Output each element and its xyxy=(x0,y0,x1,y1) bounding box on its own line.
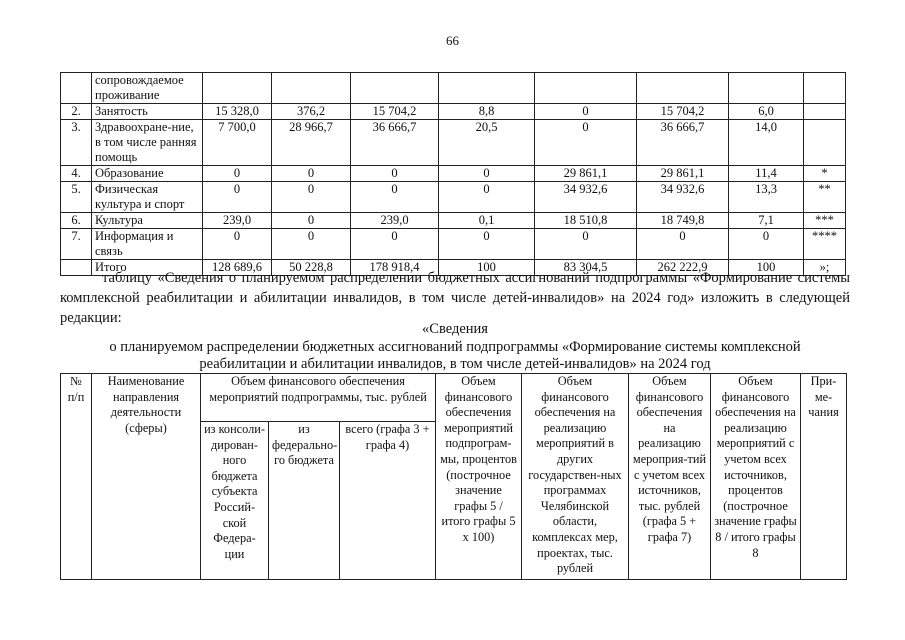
row-name-cell: Здравоохране-ние, в том числе ранняя помощь xyxy=(92,120,203,166)
table-row xyxy=(61,104,846,120)
total-cell: 36 666,7 xyxy=(351,120,439,166)
heading-line-2: о планируемом распределении бюджетных ассигнований подпрограммы «Формирование системы комплексной xyxy=(109,339,801,355)
table-row xyxy=(61,182,846,213)
table-row xyxy=(61,166,846,182)
total-cell: 0 xyxy=(351,229,439,260)
row-name-cell: Занятость xyxy=(92,104,203,120)
heading-title: «Сведения xyxy=(422,321,488,337)
row-number-cell: 2. xyxy=(61,104,92,120)
row-name-cell: Физическая культура и спорт xyxy=(92,182,203,213)
percent-cell xyxy=(439,73,535,104)
all-sources-percent-cell: 6,0 xyxy=(729,104,804,120)
total-cell: 0 xyxy=(351,182,439,213)
total-cell: 178 918,4 xyxy=(351,260,439,276)
note-cell xyxy=(804,104,846,120)
total-cell: 239,0 xyxy=(351,213,439,229)
row-name-cell: Образование xyxy=(92,166,203,182)
percent-cell: 0 xyxy=(439,182,535,213)
row-name-cell: Информация и связь xyxy=(92,229,203,260)
federal-budget-cell: 0 xyxy=(272,213,351,229)
all-sources-cell: 34 932,6 xyxy=(637,182,729,213)
header-all-sources-percent: Объем финансового обеспечения на реализацию мероприятий с учетом всех источников, процентов (построчное значение графы 8 / итого графы 8 xyxy=(711,374,801,580)
allocation-table-header xyxy=(60,373,847,580)
percent-cell: 0 xyxy=(439,229,535,260)
note-cell xyxy=(804,73,846,104)
all-sources-percent-cell: 13,3 xyxy=(729,182,804,213)
federal-budget-cell: 0 xyxy=(272,166,351,182)
header-other-programs: Объем финансового обеспечения на реализацию мероприятий в других государствен-ных программах Челябинской области, комплексах мер, проектах, тыс. рублей xyxy=(522,374,629,580)
row-name-cell: Итого xyxy=(92,260,203,276)
note-cell: ** xyxy=(804,182,846,213)
all-sources-cell: 29 861,1 xyxy=(637,166,729,182)
regional-budget-cell: 15 328,0 xyxy=(203,104,272,120)
row-name-cell: сопровождаемое проживание xyxy=(92,73,203,104)
regional-budget-cell xyxy=(203,73,272,104)
row-number-cell: 5. xyxy=(61,182,92,213)
all-sources-cell: 262 222,9 xyxy=(637,260,729,276)
percent-cell: 8,8 xyxy=(439,104,535,120)
regional-budget-cell: 7 700,0 xyxy=(203,120,272,166)
table-row xyxy=(61,73,846,104)
row-number-cell xyxy=(61,73,92,104)
federal-budget-cell: 28 966,7 xyxy=(272,120,351,166)
table-row xyxy=(61,120,846,166)
other-programs-cell: 29 861,1 xyxy=(535,166,637,182)
all-sources-percent-cell xyxy=(729,73,804,104)
other-programs-cell: 0 xyxy=(535,229,637,260)
total-cell: 15 704,2 xyxy=(351,104,439,120)
federal-budget-cell: 376,2 xyxy=(272,104,351,120)
percent-cell: 0 xyxy=(439,166,535,182)
header-funding-percent: Объем финансового обеспечения мероприятий подпрограм-мы, процентов (построчное значение графы 5 / итого графы 5 х 100) xyxy=(436,374,522,580)
table-row xyxy=(61,229,846,260)
row-number-cell: 7. xyxy=(61,229,92,260)
federal-budget-cell: 50 228,8 xyxy=(272,260,351,276)
row-number-cell: 4. xyxy=(61,166,92,182)
regional-budget-cell: 0 xyxy=(203,229,272,260)
other-programs-cell: 0 xyxy=(535,104,637,120)
allocation-table-continued xyxy=(60,72,846,276)
all-sources-percent-cell: 11,4 xyxy=(729,166,804,182)
regional-budget-cell: 239,0 xyxy=(203,213,272,229)
regional-budget-cell: 128 689,6 xyxy=(203,260,272,276)
federal-budget-cell: 0 xyxy=(272,182,351,213)
all-sources-cell: 0 xyxy=(637,229,729,260)
percent-cell: 100 xyxy=(439,260,535,276)
header-regional-budget: из консоли-дирован-ного бюджета субъекта Россий-ской Федера-ции xyxy=(201,422,269,580)
all-sources-cell: 15 704,2 xyxy=(637,104,729,120)
row-number-cell: 3. xyxy=(61,120,92,166)
all-sources-percent-cell: 0 xyxy=(729,229,804,260)
all-sources-percent-cell: 100 xyxy=(729,260,804,276)
header-notes: При-ме-чания xyxy=(801,374,847,580)
all-sources-cell: 18 749,8 xyxy=(637,213,729,229)
header-direction: Наименование направления деятельности (сферы) xyxy=(92,374,201,580)
other-programs-cell: 18 510,8 xyxy=(535,213,637,229)
instruction-paragraph: таблицу «Сведения о планируемом распределении бюджетных ассигнований подпрограммы «Формирование системы комплексной реабилитации и абилитации инвалидов, в том числе детей-инвалидов» на 2024 год» изложить в следующей редакции: xyxy=(60,270,850,326)
note-cell xyxy=(804,120,846,166)
all-sources-percent-cell: 14,0 xyxy=(729,120,804,166)
table-row xyxy=(61,213,846,229)
all-sources-cell xyxy=(637,73,729,104)
all-sources-percent-cell: 7,1 xyxy=(729,213,804,229)
all-sources-cell: 36 666,7 xyxy=(637,120,729,166)
header-total: всего (графа 3 + графа 4) xyxy=(340,422,436,580)
page-number: 66 xyxy=(446,33,459,48)
note-cell: * xyxy=(804,166,846,182)
row-number-cell: 6. xyxy=(61,213,92,229)
other-programs-cell xyxy=(535,73,637,104)
header-federal-budget: из федерально-го бюджета xyxy=(269,422,340,580)
federal-budget-cell xyxy=(272,73,351,104)
total-cell xyxy=(351,73,439,104)
note-cell: *** xyxy=(804,213,846,229)
header-all-sources: Объем финансового обеспечения на реализацию мероприя-тий с учетом всех источников, тыс. рублей (графа 5 + графа 7) xyxy=(629,374,711,580)
regional-budget-cell: 0 xyxy=(203,182,272,213)
other-programs-cell: 0 xyxy=(535,120,637,166)
header-funding-volume: Объем финансового обеспечения мероприятий подпрограммы, тыс. рублей xyxy=(201,374,436,422)
header-number: № п/п xyxy=(61,374,92,580)
note-cell: »; xyxy=(804,260,846,276)
note-cell: **** xyxy=(804,229,846,260)
other-programs-cell: 34 932,6 xyxy=(535,182,637,213)
total-cell: 0 xyxy=(351,166,439,182)
percent-cell: 0,1 xyxy=(439,213,535,229)
federal-budget-cell: 0 xyxy=(272,229,351,260)
regional-budget-cell: 0 xyxy=(203,166,272,182)
other-programs-cell: 83 304,5 xyxy=(535,260,637,276)
heading-line-3: реабилитации и абилитации инвалидов, в том числе детей-инвалидов» на 2024 год xyxy=(199,356,711,372)
row-name-cell: Культура xyxy=(92,213,203,229)
percent-cell: 20,5 xyxy=(439,120,535,166)
